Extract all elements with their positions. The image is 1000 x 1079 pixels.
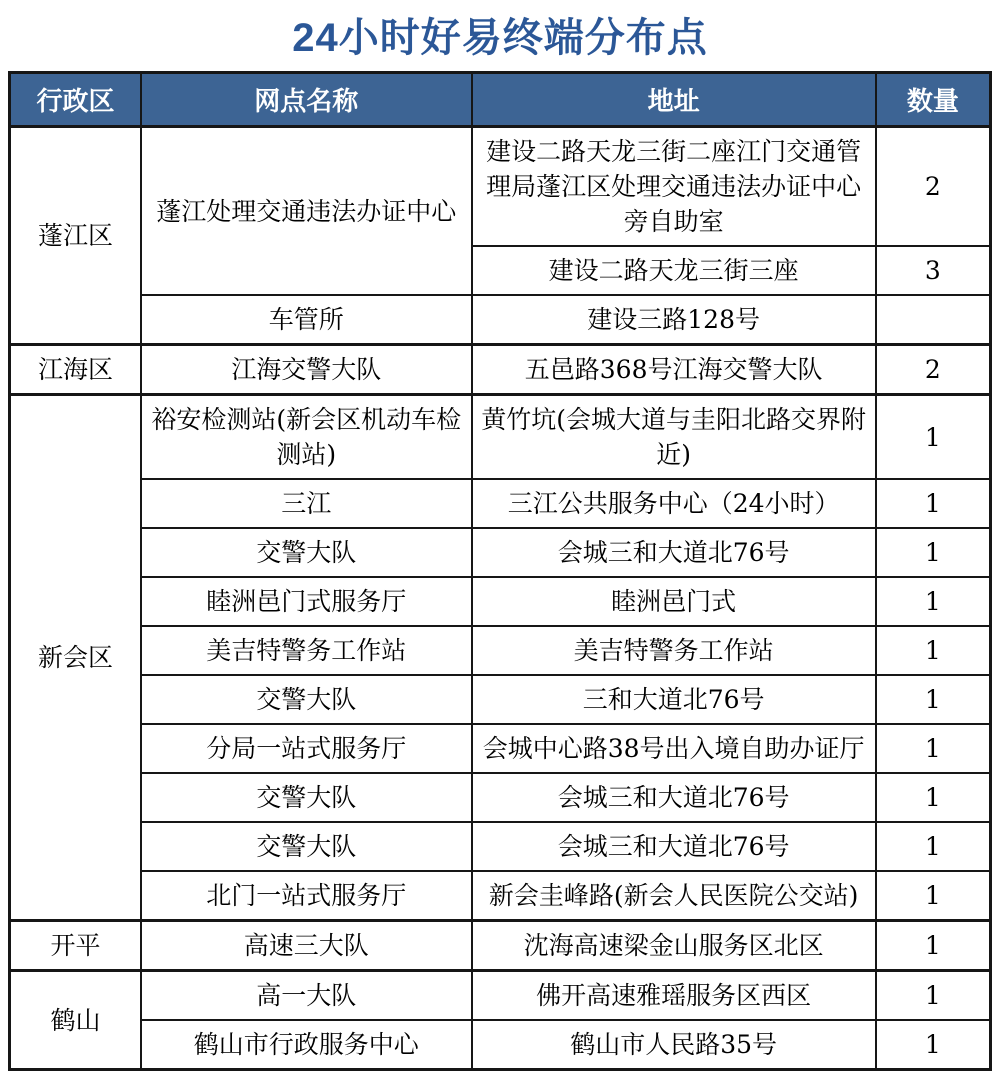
address-cell: 沈海高速梁金山服务区北区 bbox=[472, 921, 876, 971]
table-row bbox=[10, 295, 991, 345]
address-cell: 建设二路天龙三街二座江门交通管理局蓬江区处理交通违法办证中心旁自助室 bbox=[472, 127, 876, 247]
quantity-cell: 1 bbox=[876, 675, 991, 724]
branch-name-cell: 三江 bbox=[141, 479, 472, 528]
quantity-cell: 1 bbox=[876, 1020, 991, 1070]
quantity-cell: 2 bbox=[876, 127, 991, 247]
header-row bbox=[10, 73, 991, 127]
quantity-cell: 1 bbox=[876, 577, 991, 626]
address-cell: 会城三和大道北76号 bbox=[472, 528, 876, 577]
branch-name-cell: 睦洲邑门式服务厅 bbox=[141, 577, 472, 626]
branch-name-cell: 交警大队 bbox=[141, 675, 472, 724]
table-row bbox=[10, 1020, 991, 1070]
branch-name-cell: 美吉特警务工作站 bbox=[141, 626, 472, 675]
district-cell: 鹤山 bbox=[10, 971, 141, 1070]
table-body bbox=[10, 127, 991, 1070]
table-row bbox=[10, 577, 991, 626]
column-header-2: 地址 bbox=[472, 73, 876, 127]
table-row bbox=[10, 528, 991, 577]
address-cell: 五邑路368号江海交警大队 bbox=[472, 345, 876, 395]
address-cell: 会城中心路38号出入境自助办证厅 bbox=[472, 724, 876, 773]
address-cell: 睦洲邑门式 bbox=[472, 577, 876, 626]
branch-name-cell: 交警大队 bbox=[141, 528, 472, 577]
branch-name-cell: 江海交警大队 bbox=[141, 345, 472, 395]
quantity-cell: 1 bbox=[876, 724, 991, 773]
branch-name-cell: 高一大队 bbox=[141, 971, 472, 1021]
column-header-3: 数量 bbox=[876, 73, 991, 127]
district-cell: 蓬江区 bbox=[10, 127, 141, 345]
column-header-1: 网点名称 bbox=[141, 73, 472, 127]
address-cell: 新会圭峰路(新会人民医院公交站) bbox=[472, 871, 876, 921]
table-row bbox=[10, 871, 991, 921]
quantity-cell: 1 bbox=[876, 395, 991, 480]
address-cell: 三江公共服务中心（24小时） bbox=[472, 479, 876, 528]
address-cell: 鹤山市人民路35号 bbox=[472, 1020, 876, 1070]
district-cell: 江海区 bbox=[10, 345, 141, 395]
address-cell: 黄竹坑(会城大道与圭阳北路交界附近) bbox=[472, 395, 876, 480]
quantity-cell: 1 bbox=[876, 773, 991, 822]
district-cell: 开平 bbox=[10, 921, 141, 971]
table-row bbox=[10, 675, 991, 724]
table-row bbox=[10, 921, 991, 971]
branch-name-cell: 北门一站式服务厅 bbox=[141, 871, 472, 921]
district-cell: 新会区 bbox=[10, 395, 141, 921]
quantity-cell: 1 bbox=[876, 921, 991, 971]
address-cell: 佛开高速雅瑶服务区西区 bbox=[472, 971, 876, 1021]
quantity-cell bbox=[876, 295, 991, 345]
quantity-cell: 1 bbox=[876, 822, 991, 871]
table-row bbox=[10, 626, 991, 675]
column-header-0: 行政区 bbox=[10, 73, 141, 127]
quantity-cell: 1 bbox=[876, 971, 991, 1021]
table-row bbox=[10, 479, 991, 528]
table-row bbox=[10, 822, 991, 871]
branch-name-cell: 分局一站式服务厅 bbox=[141, 724, 472, 773]
table-row bbox=[10, 395, 991, 480]
table-row bbox=[10, 345, 991, 395]
quantity-cell: 1 bbox=[876, 479, 991, 528]
quantity-cell: 2 bbox=[876, 345, 991, 395]
branch-name-cell: 交警大队 bbox=[141, 773, 472, 822]
page-title: 24小时好易终端分布点 bbox=[292, 16, 708, 60]
table-row bbox=[10, 971, 991, 1021]
address-cell: 会城三和大道北76号 bbox=[472, 773, 876, 822]
branch-name-cell: 蓬江处理交通违法办证中心 bbox=[141, 127, 472, 296]
quantity-cell: 1 bbox=[876, 626, 991, 675]
address-cell: 美吉特警务工作站 bbox=[472, 626, 876, 675]
branch-name-cell: 鹤山市行政服务中心 bbox=[141, 1020, 472, 1070]
branch-name-cell: 裕安检测站(新会区机动车检测站) bbox=[141, 395, 472, 480]
branch-name-cell: 车管所 bbox=[141, 295, 472, 345]
address-cell: 建设三路128号 bbox=[472, 295, 876, 345]
quantity-cell: 1 bbox=[876, 871, 991, 921]
distribution-table bbox=[8, 71, 992, 1071]
table-row bbox=[10, 773, 991, 822]
branch-name-cell: 高速三大队 bbox=[141, 921, 472, 971]
quantity-cell: 1 bbox=[876, 528, 991, 577]
branch-name-cell: 交警大队 bbox=[141, 822, 472, 871]
address-cell: 三和大道北76号 bbox=[472, 675, 876, 724]
table-row bbox=[10, 724, 991, 773]
address-cell: 会城三和大道北76号 bbox=[472, 822, 876, 871]
address-cell: 建设二路天龙三街三座 bbox=[472, 246, 876, 295]
table-row bbox=[10, 127, 991, 247]
quantity-cell: 3 bbox=[876, 246, 991, 295]
